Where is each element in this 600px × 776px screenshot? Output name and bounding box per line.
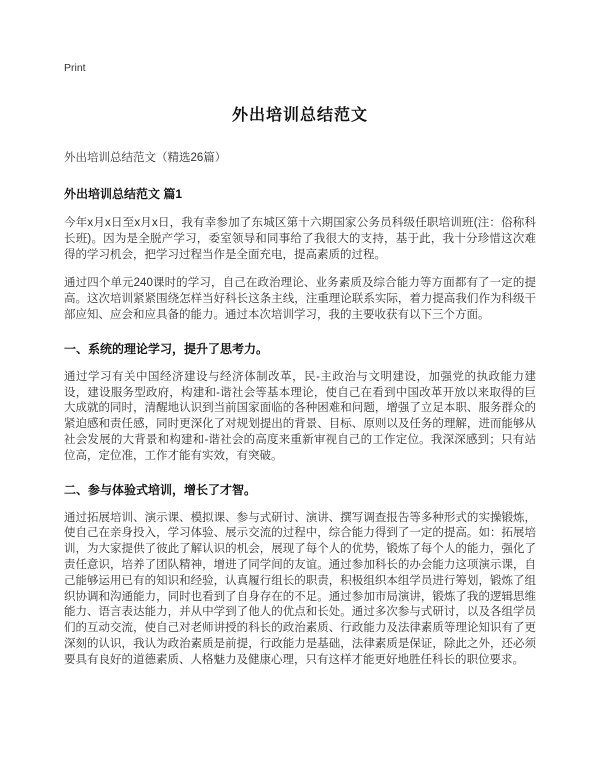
intro-paragraph-1: 今年x月x日至x月x日，我有幸参加了东城区第十六期国家公务员科级任职培训班(注：俗称科长班)。因为是全脱产学习，委室领导和同事给了我很大的支持，基于此，我十分珍惜这次难得的学习机会，把学习过程当作是全面充电，提高素质的过程。	[64, 217, 536, 261]
section-heading-1: 一、系统的理论学习，提升了思考力。	[64, 341, 269, 356]
print-link[interactable]: Print	[64, 62, 86, 74]
article-heading: 外出培训总结范文 篇1	[64, 187, 183, 201]
doc-subtitle: 外出培训总结范文（精选26篇）	[64, 152, 227, 164]
intro-paragraph-2: 通过四个单元240课时的学习，自己在政治理论、业务素质及综合能力等方面都有了一定的提高。这次培训紧紧围绕怎样当好科长这条主线，注重理论联系实际，着力提高我们作为科级干部应知、应会和应具备的能力。通过本次培训学习，我的主要收获有以下三个方面。	[64, 277, 536, 321]
section-body-2: 通过拓展培训、演示课、模拟课、参与式研讨、演讲、撰写调查报告等多种形式的实操锻炼，使自己在亲身投入，学习体验、展示交流的过程中，综合能力得到了一定的提高。如：拓展培训，为大家提供了彼此了解认识的机会，展现了每个人的优势，锻炼了每个人的能力，强化了责任意识，培养了团队精神，增进了同学间的友谊。通过参加科长的办会能力这项演示课，自己能够运用已有的知识和经验，认真履行组长的职责，积极组织本组学员进行筹划，锻炼了组织协调和沟通能力，同时也看到了自身存在的不足。通过参加市局演讲，锻炼了我的逻辑思维能力、语言表达能力，并从中学到了他人的优点和长处。通过多次参与式研讨，以及各组学员们的互动交流，使自己对老师讲授的科长的政治素质、行政能力及法律素质等理论知识有了更深刻的认识，我认为政治素质是前提，行政能力是基础，法律素质是保证，除此之外，还必须要具有良好的道德素质、人格魅力及健康心理，只有这样才能更好地胜任科长的职位要求。	[64, 511, 536, 666]
page-title: 外出培训总结范文	[231, 107, 368, 124]
section-body-1: 通过学习有关中国经济建设与经济体制改革，民-主政治与文明建设，加强党的执政能力建设，建设服务型政府，构建和-谐社会等基本理论，使自己在看到中国改革开放以来取得的巨大成就的同时，清醒地认识到当前国家面临的各种困难和问题，增强了立足本职、服务群众的紧迫感和责任感，同时更深化了对规划提出的背景、目标、原则以及任务的理解，进而能够从社会发展的大背景和构建和-谐社会的高度来重新审视自己的工作定位。我深深感到；只有站位高，定位准，工作才能有实效，有突破。	[64, 370, 536, 462]
section-heading-2: 二、参与体验式培训，增长了才智。	[64, 482, 257, 497]
